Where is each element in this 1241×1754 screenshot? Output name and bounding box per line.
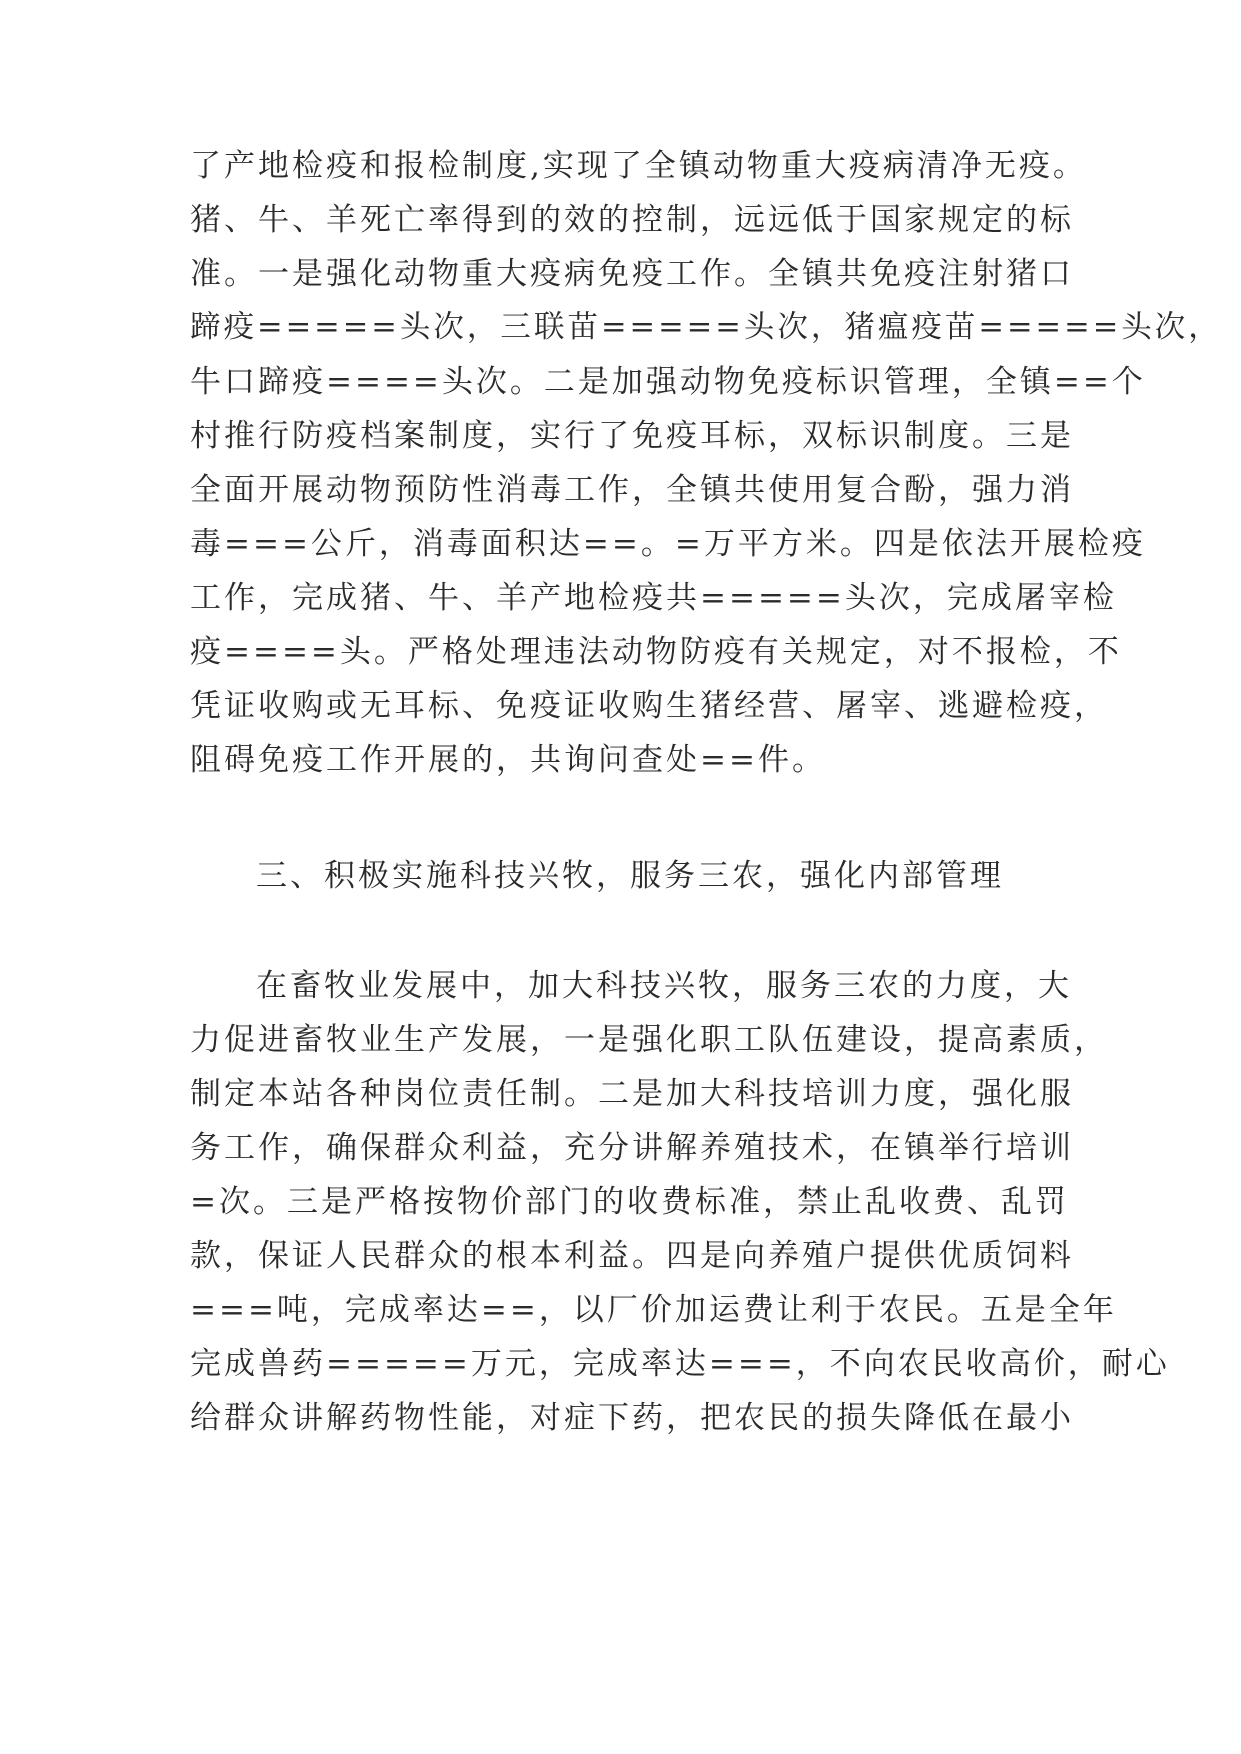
paragraph-line: 力促进畜牧业生产发展，一是强化职工队伍建设，提高素质， (190, 1022, 1108, 1058)
paragraph-line: 准。一是强化动物重大疫病免疫工作。全镇共免疫注射猪口 (190, 256, 1074, 292)
paragraph-line: 制定本站各种岗位责任制。二是加大科技培训力度，强化服 (190, 1076, 1074, 1112)
paragraph-line: 蹄疫=====头次，三联苗=====头次，猪瘟疫苗=====头次， (190, 310, 1222, 345)
paragraph-line: 毒===公斤，消毒面积达==。=万平方米。四是依法开展检疫 (190, 526, 1146, 562)
paragraph-line: 全面开展动物预防性消毒工作，全镇共使用复合酚，强力消 (190, 472, 1074, 508)
paragraph-line: 务工作，确保群众利益，充分讲解养殖技术，在镇举行培训 (190, 1130, 1074, 1166)
paragraph-line: 完成兽药=====万元，完成率达===，不向农民收高价，耐心 (190, 1346, 1170, 1382)
paragraph-line: 村推行防疫档案制度，实行了免疫耳标，双标识制度。三是 (190, 418, 1074, 454)
paragraph-line: 疫====头。严格处理违法动物防疫有关规定，对不报检，不 (190, 634, 1122, 670)
paragraph-line: 款，保证人民群众的根本利益。四是向养殖户提供优质饲料 (190, 1238, 1074, 1274)
paragraph-line: 在畜牧业发展中，加大科技兴牧，服务三农的力度，大 (256, 968, 1072, 1004)
paragraph-line: ===吨，完成率达==，以厂价加运费让利于农民。五是全年 (190, 1292, 1117, 1328)
paragraph-line: 牛口蹄疫====头次。二是加强动物免疫标识管理，全镇==个 (190, 364, 1146, 400)
paragraph-line: 猪、牛、羊死亡率得到的效的控制，远远低于国家规定的标 (190, 202, 1074, 238)
section-heading: 三、积极实施科技兴牧，服务三农，强化内部管理 (256, 858, 1004, 894)
paragraph-line: 给群众讲解药物性能，对症下药，把农民的损失降低在最小 (190, 1400, 1074, 1436)
paragraph-line: 工作，完成猪、牛、羊产地检疫共=====头次，完成屠宰检 (190, 580, 1117, 616)
paragraph-line: 阻碍免疫工作开展的，共询问查处==件。 (190, 742, 826, 778)
paragraph-line: 凭证收购或无耳标、免疫证收购生猪经营、屠宰、逃避检疫， (190, 688, 1108, 724)
paragraph-line: 了产地检疫和报检制度,实现了全镇动物重大疫病清净无疫。 (190, 148, 1087, 184)
paragraph-line: =次。三是严格按物价部门的收费标准，禁止乱收费、乱罚 (190, 1184, 1069, 1220)
